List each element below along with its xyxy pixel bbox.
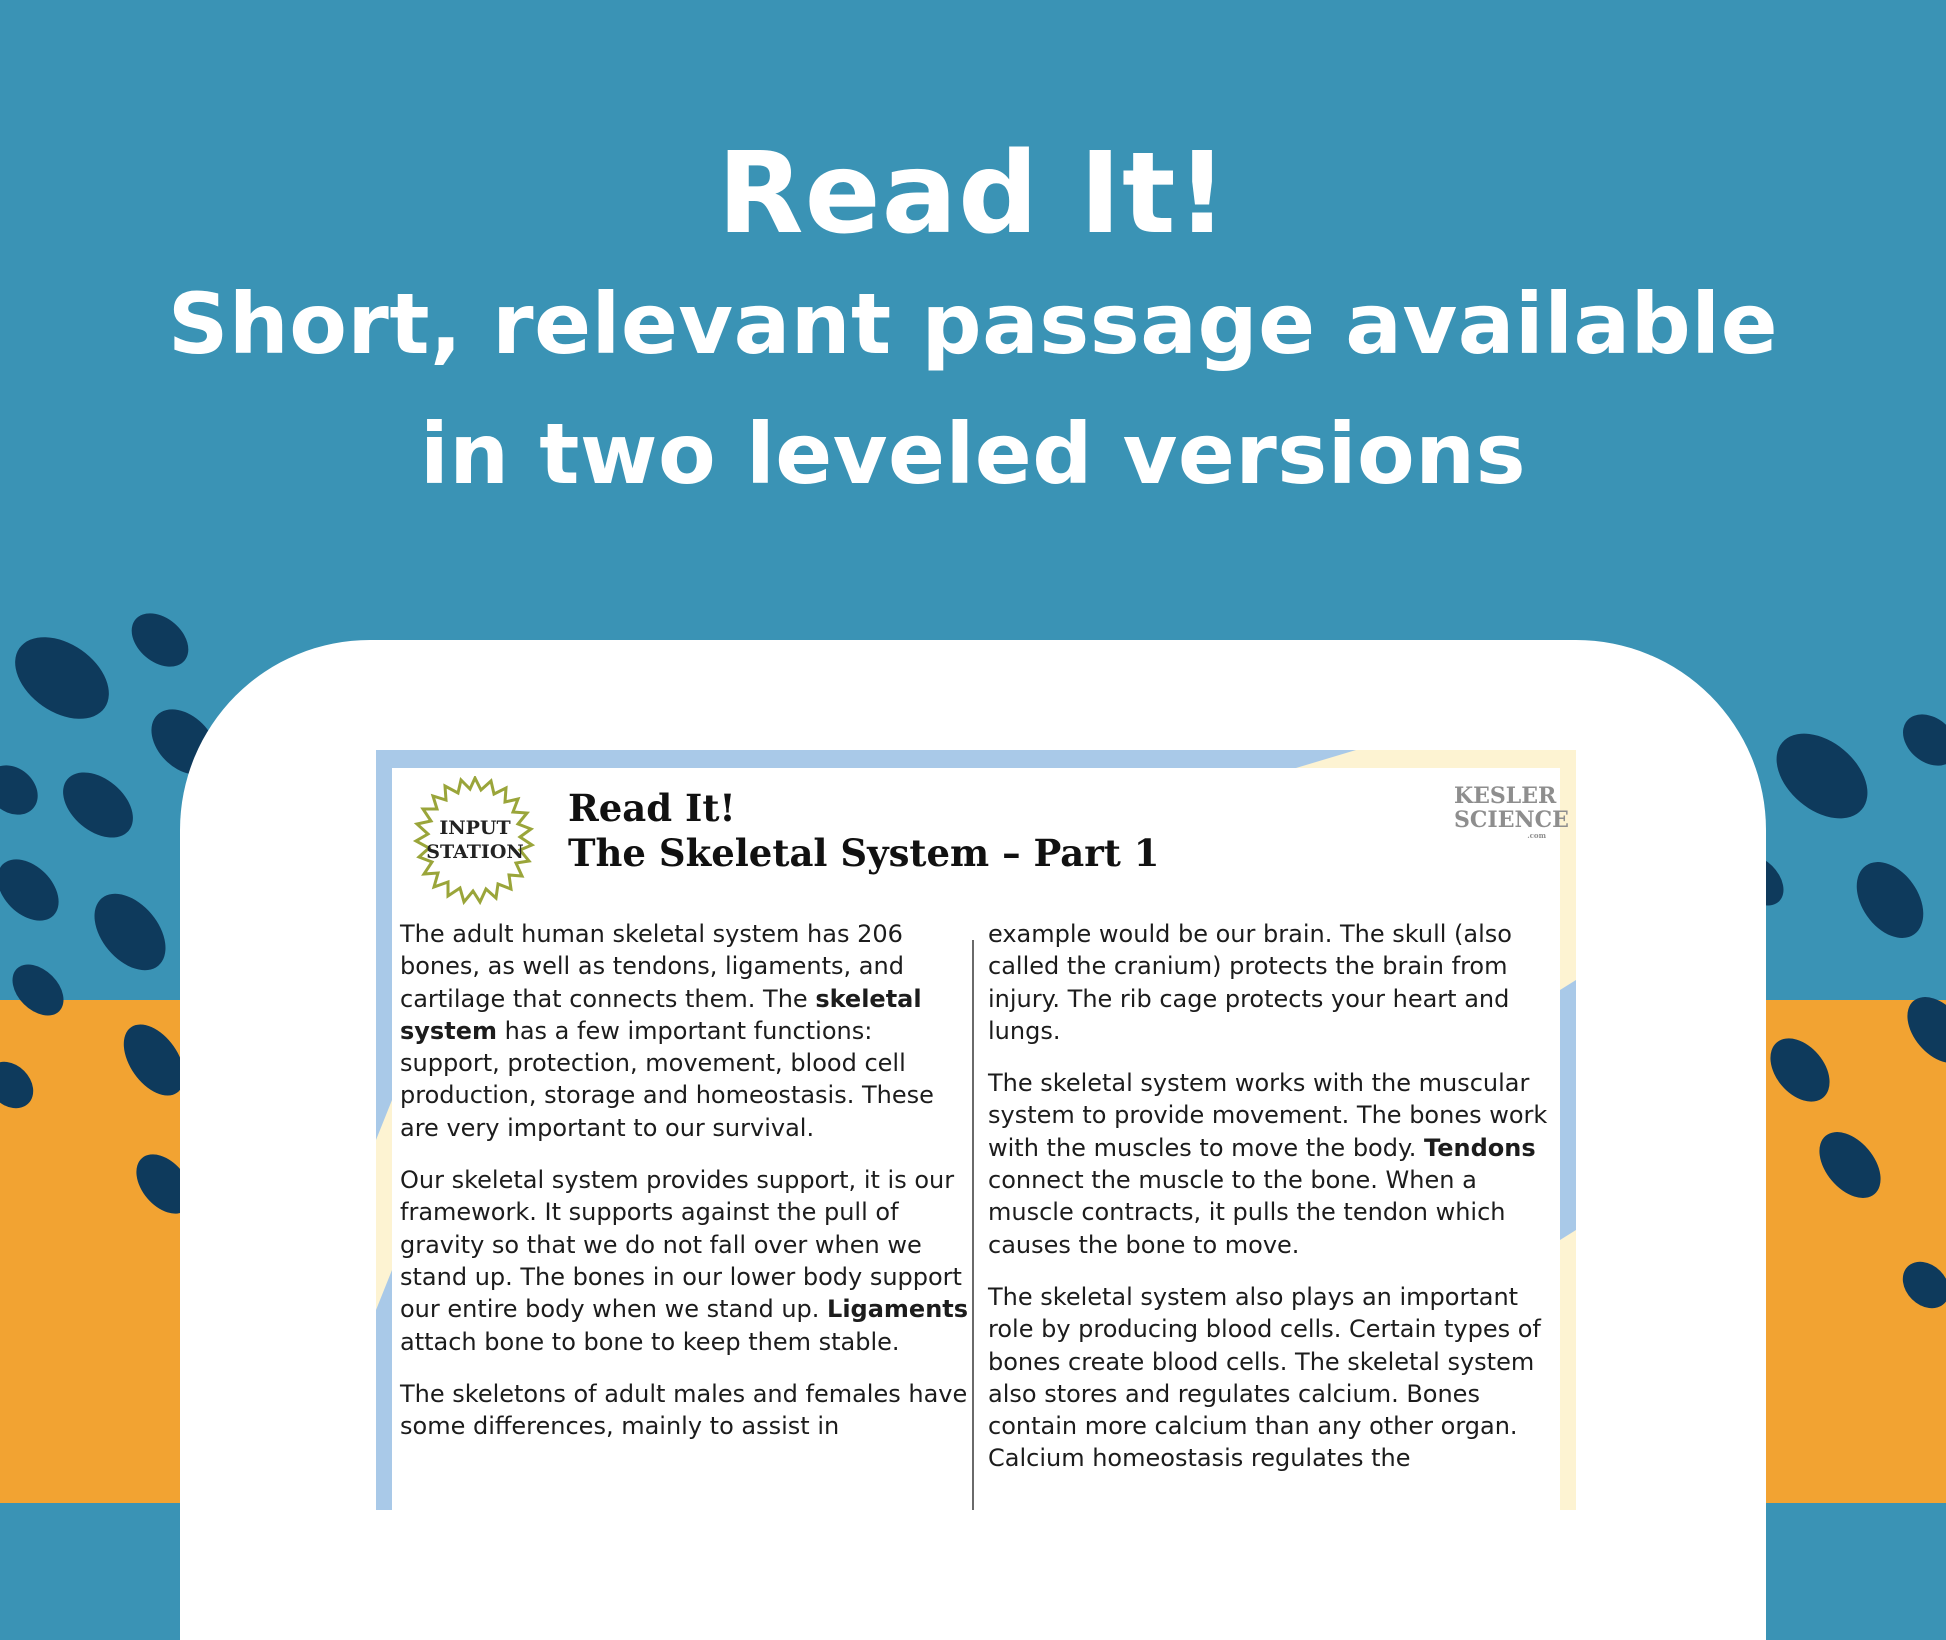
bold-term: Tendons [1424, 1133, 1536, 1162]
headline-subtitle-line1: Short, relevant passage available [167, 275, 1779, 373]
kesler-science-logo [1454, 783, 1569, 842]
worksheet-title-line2: The Skeletal System – Part 1 [568, 831, 1160, 875]
badge-line2: STATION [426, 841, 524, 863]
paragraph: The adult human skeletal system has 206 bones, as well as tendons, ligaments, and cartilage that connects them. The skeletal system has a few important functions: support, protection, movement, blood cell production, storage and homeostasis. These are very important to our survival. [400, 920, 934, 1142]
bold-term: skeletal system [400, 984, 922, 1045]
worksheet-title [568, 786, 1159, 876]
logo-domain: .com [1527, 831, 1546, 840]
headline-subtitle-line2: in two leveled versions [419, 405, 1527, 503]
paragraph: example would be our brain. The skull (also called the cranium) protects the brain from injury. The rib cage protects your heart and lungs. [988, 920, 1512, 1045]
seal-icon [410, 776, 540, 906]
logo-line1: KESLER [1454, 783, 1557, 809]
right-column [988, 918, 1563, 1495]
bold-term: Ligaments [827, 1295, 969, 1324]
left-column [400, 918, 975, 1462]
badge-line1: INPUT [439, 817, 511, 839]
headline-title: Read It! [717, 129, 1229, 259]
paragraph: The skeletons of adult males and females have some differences, mainly to assist in [400, 1379, 968, 1441]
logo-line2: SCIENCE [1454, 807, 1569, 833]
paragraph: Our skeletal system provides support, it is our framework. It supports against the pull of gravity so that we do not fall over when we stand up. The bones in our lower body support our entire body when we stand up. Ligaments attach bone to bone to keep them stable. [400, 1166, 969, 1356]
paragraph: The skeletal system also plays an important role by producing blood cells. Certain types of bones create blood cells. The skeletal system also stores and regulates calcium. Bones contain more calcium than any other organ. Calcium homeostasis regulates the [988, 1282, 1541, 1473]
paragraph: The skeletal system works with the muscular system to provide movement. The bones work with the muscles to move the body. Tendons connect the muscle to the bone. When a muscle contracts, it pulls the tendon which causes the bone to move. [988, 1069, 1548, 1259]
headline [0, 130, 1946, 518]
worksheet-title-line1: Read It! [568, 786, 736, 830]
input-station-badge [410, 776, 540, 906]
worksheet-page [392, 768, 1569, 1510]
worksheet-preview [376, 750, 1576, 1510]
